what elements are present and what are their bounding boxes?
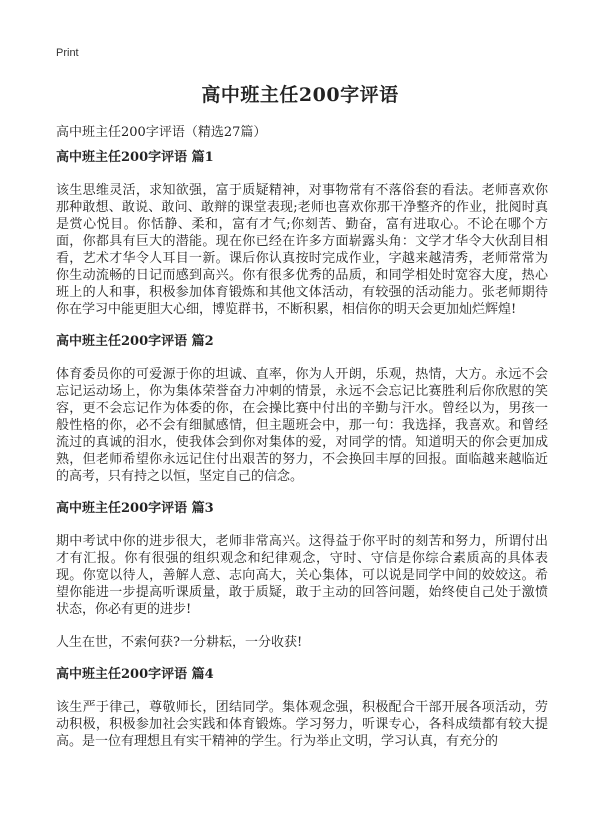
section-paragraph: 该生严于律己，尊敬师长，团结同学。集体观念强，积极配合干部开展各项活动，劳动积极，积极参加社会实践和体育锻炼。学习努力，听课专心，各科成绩都有较大提高。是一位有理想且有实干精神的学生。行为举止文明，学习认真，有充分的 [56,700,548,749]
section-paragraph: 该生思维灵活，求知欲强，富于质疑精神，对事物常有不落俗套的看法。老师喜欢你那种敢想、敢说、敢问、敢辩的课堂表现;老师也喜欢你那干净整齐的作业，批阅时真是赏心悦目。你恬静、柔和，富有才气;你刻苦、勤奋，富有进取心。不论在哪个方面，你都具有巨大的潜能。现在你已经在许多方面崭露头角：文学才华令大伙刮目相看，艺术才华令人耳目一新。课后你认真按时完成作业，字越来越清秀，老师常常为你生动流畅的日记而感到高兴。你有很多优秀的品质，和同学相处时宽容大度，热心班上的人和事，积极参加体育锻炼和其他文体活动，有较强的活动能力。张老师期待你在学习中能更胆大心细，博览群书，不断积累，相信你的明天会更加灿烂辉煌! [56,183,548,317]
page-subtitle: 高中班主任200字评语（精选27篇） [56,125,267,140]
section-heading: 高中班主任200字评语 篇1 [56,150,214,165]
page-title: 高中班主任200字评语 [201,84,399,106]
section-heading: 高中班主任200字评语 篇4 [56,667,214,682]
print-link[interactable]: Print [56,47,79,59]
section-heading: 高中班主任200字评语 篇2 [56,334,214,349]
section-paragraph: 期中考试中你的进步很大，老师非常高兴。这得益于你平时的刻苦和努力，所谓付出才有汇报。你有很强的组织观念和纪律观念，守时、守信是你综合素质高的具体表现。你宽以待人，善解人意、志向高大，关心集体，可以说是同学中间的姣姣这。希望你能进一步提高听课质量，敢于质疑，敢于主动的回答问题，始终使自己处于激愤状态，你必有更的进步! [56,534,548,617]
section-heading: 高中班主任200字评语 篇3 [56,501,214,516]
document-content [56,150,548,766]
section-paragraph: 体育委员你的可爱源于你的坦诚、直率，你为人开朗，乐观，热情，大方。永远不会忘记运动场上，你为集体荣誉奋力冲刺的情景，永远不会忘记比赛胜利后你欣慰的笑容，更不会忘记作为体委的你，在会操比赛中付出的辛勤与汗水。曾经以为，男孩一般性格的你，必不会有细腻感情，但主题班会中，那一句：我选择，我喜欢。和曾经流过的真诚的泪水，使我体会到你对集体的爱，对同学的情。知道明天的你会更加成熟，但老师希望你永远记住付出艰苦的努力，不会换回丰厚的回报。面临越来越临近的高考，只有持之以恒，坚定自己的信念。 [56,367,548,484]
section-paragraph: 人生在世，不索何获?一分耕耘，一分收获! [56,635,303,650]
